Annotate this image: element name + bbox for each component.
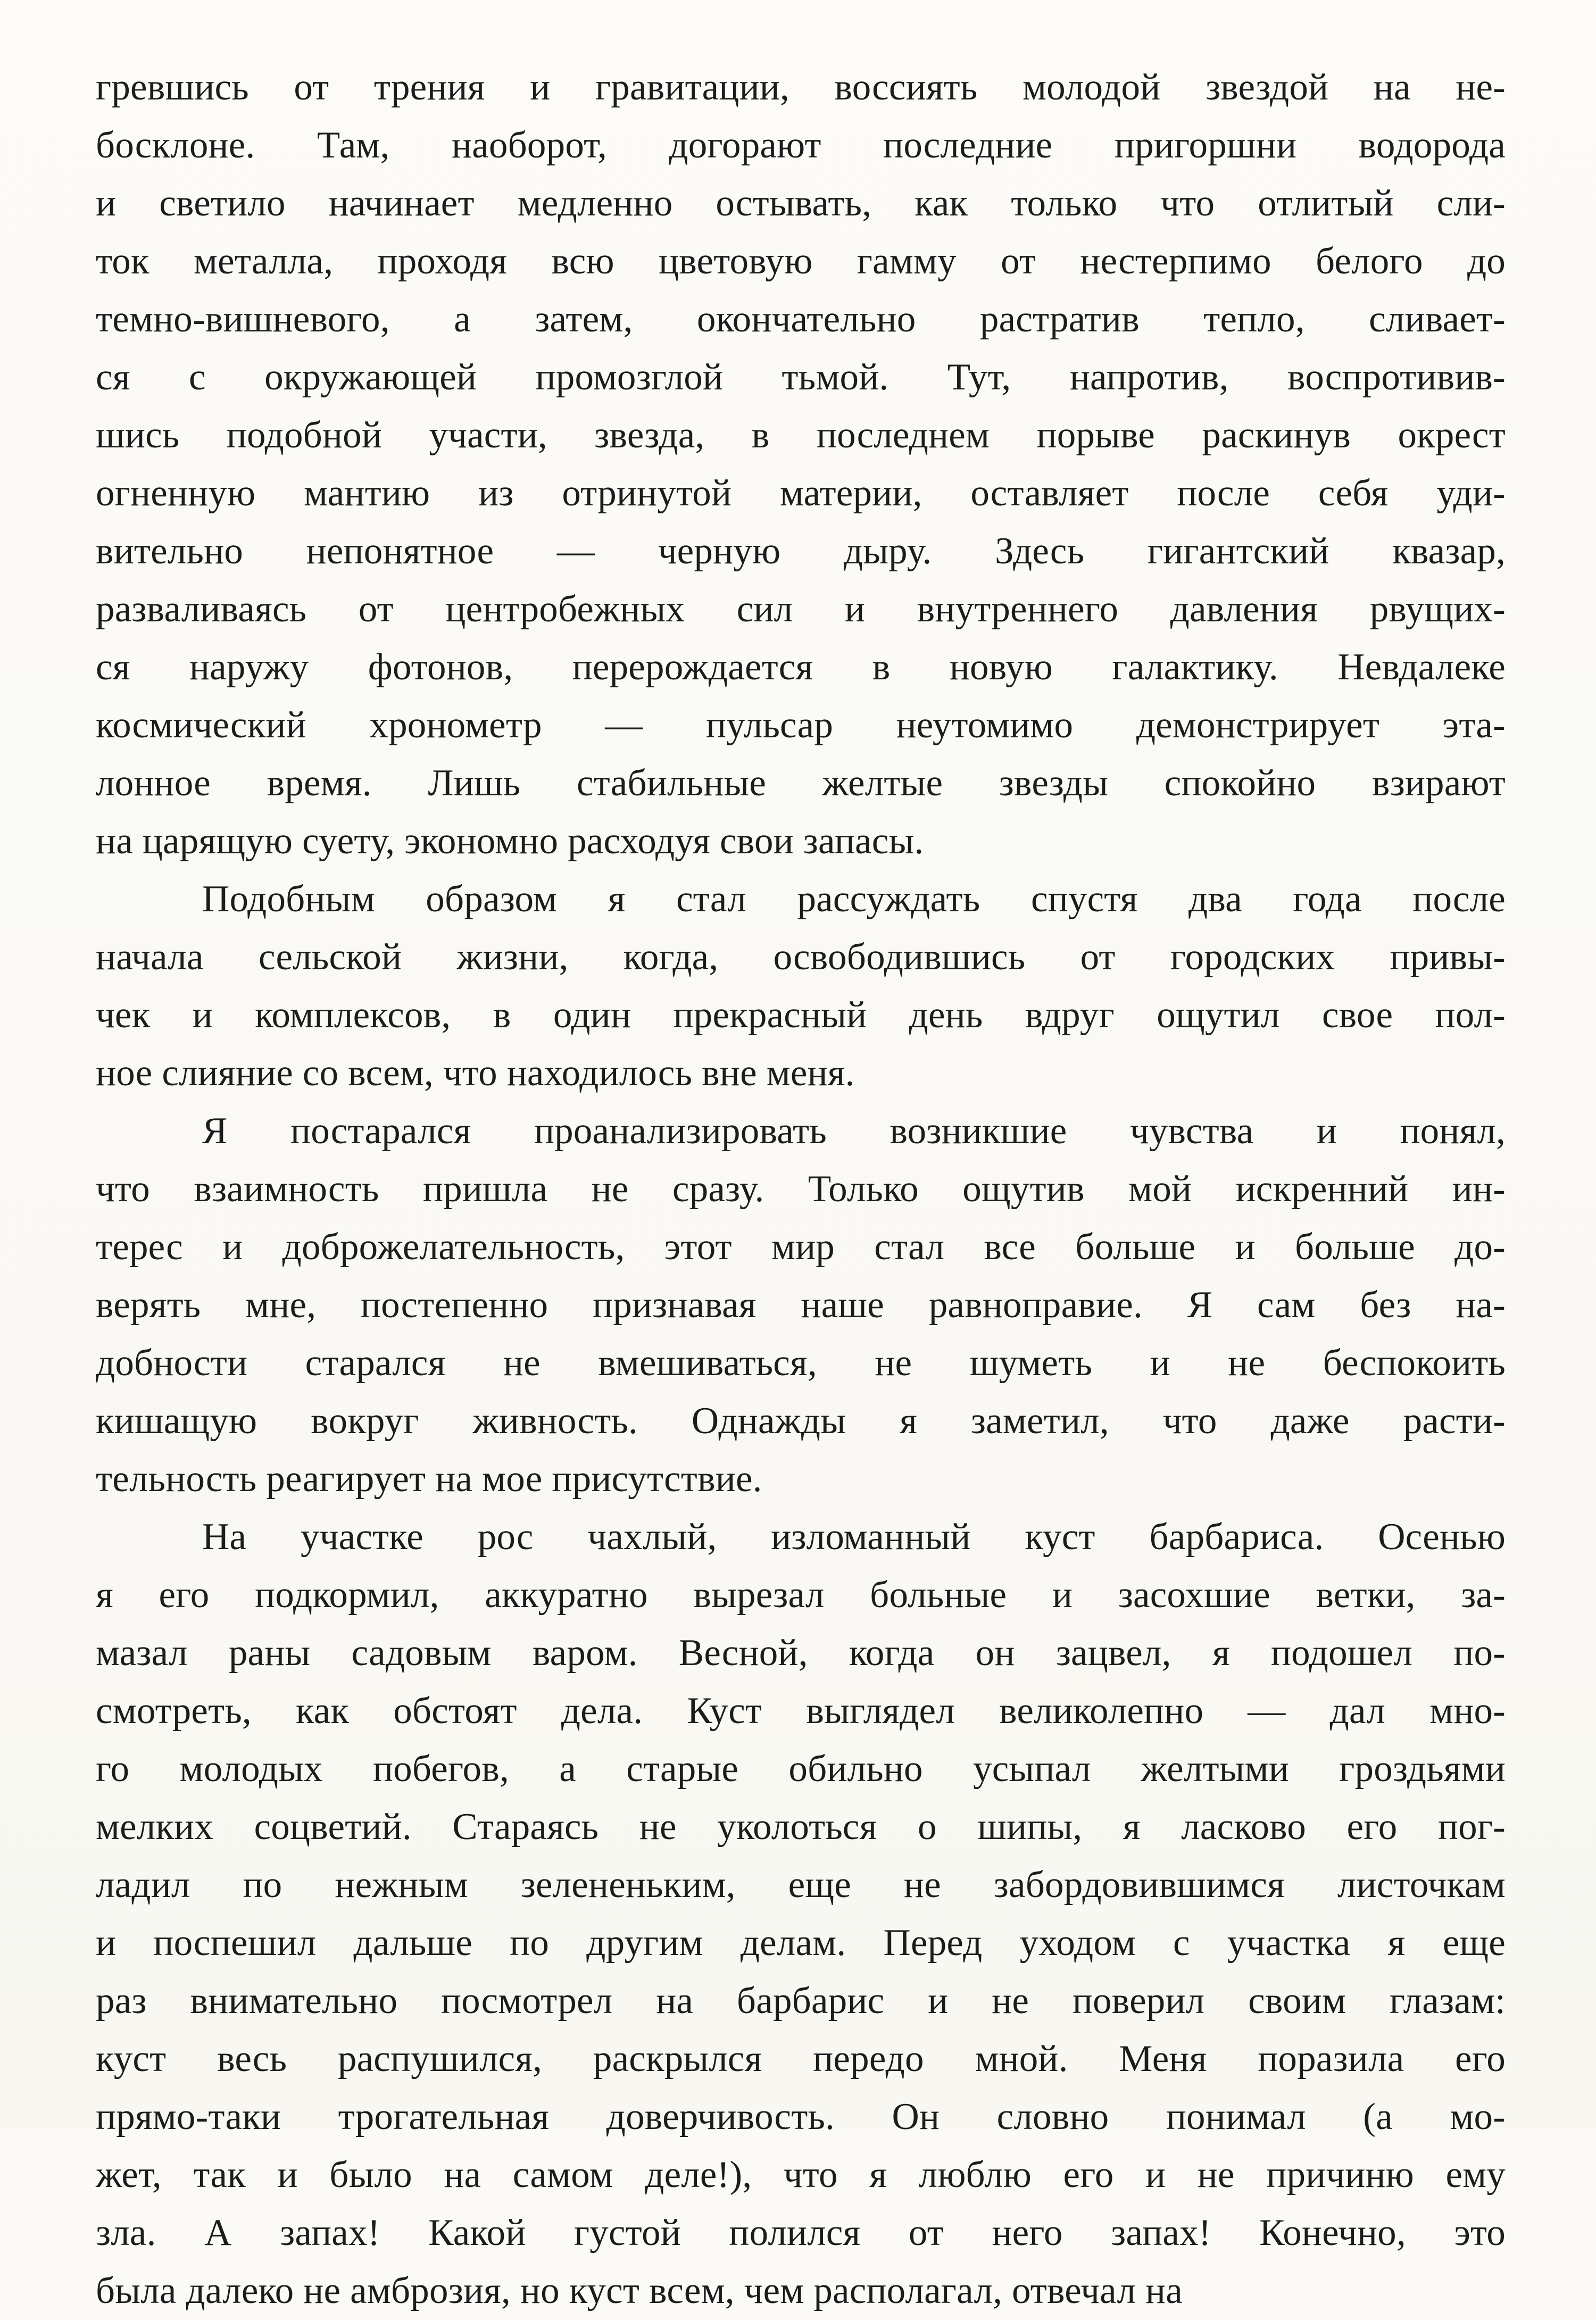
text-line: огненную мантию из отринутой материи, оставляет после себя уди- (96, 472, 1506, 514)
text-line: начала сельской жизни, когда, освободившись от городских привы- (96, 936, 1506, 978)
text-line: гревшись от трения и гравитации, воссиять молодой звездой на не- (96, 66, 1506, 108)
text-line: на царящую суету, экономно расходуя свои запасы. (96, 820, 924, 862)
text-line: разваливаясь от центробежных сил и внутреннего давления рвущих- (96, 588, 1506, 630)
text-line: верять мне, постепенно признавая наше равноправие. Я сам без на- (96, 1284, 1506, 1326)
text-line: ся с окружающей промозглой тьмой. Тут, напротив, воспротивив- (96, 356, 1506, 398)
text-line: Подобным образом я стал рассуждать спустя два года после (202, 878, 1506, 920)
text-line: кишащую вокруг живность. Однажды я заметил, что даже расти- (96, 1400, 1506, 1442)
text-line: Я постарался проанализировать возникшие чувства и понял, (202, 1110, 1506, 1152)
text-line: чек и комплексов, в один прекрасный день вдруг ощутил свое пол- (96, 994, 1506, 1036)
text-line: смотреть, как обстоят дела. Куст выглядел великолепно — дал мно- (96, 1690, 1506, 1732)
paragraph (96, 1508, 1506, 2320)
text-line: я его подкормил, аккуратно вырезал больные и засохшие ветки, за- (96, 1574, 1506, 1616)
text-line: была далеко не амброзия, но куст всем, чем располагал, отвечал на (96, 2270, 1183, 2311)
text-line: босклоне. Там, наоборот, догорают последние пригоршни водорода (96, 124, 1506, 166)
text-line: лонное время. Лишь стабильные желтые звезды спокойно взирают (96, 762, 1506, 804)
text-line: раз внимательно посмотрел на барбарис и не поверил своим глазам: (96, 1980, 1506, 2022)
text-line: темно-вишневого, а затем, окончательно растратив тепло, сливает- (96, 298, 1506, 340)
text-line: мелких соцветий. Стараясь не уколоться о шипы, я ласково его пог- (96, 1806, 1506, 1848)
text-line: ся наружу фотонов, перерождается в новую галактику. Невдалеке (96, 646, 1506, 688)
text-line: и светило начинает медленно остывать, как только что отлитый сли- (96, 182, 1506, 224)
paragraph (96, 870, 1506, 1102)
text-line: и поспешил дальше по другим делам. Перед уходом с участка я еще (96, 1922, 1506, 1964)
text-line: ток металла, проходя всю цветовую гамму от нестерпимо белого до (96, 240, 1506, 282)
text-line: ное слияние со всем, что находилось вне меня. (96, 1052, 855, 1094)
text-line: вительно непонятное — черную дыру. Здесь гигантский квазар, (96, 530, 1506, 572)
text-line: куст весь распушился, раскрылся передо мной. Меня поразила его (96, 2038, 1506, 2080)
text-line: го молодых побегов, а старые обильно усыпал желтыми гроздьями (96, 1748, 1506, 1790)
text-line: зла. А запах! Какой густой полился от него запах! Конечно, это (96, 2212, 1506, 2254)
paragraph (96, 1102, 1506, 1508)
body-text (96, 59, 1506, 2320)
text-line: ладил по нежным зелененьким, еще не забордовившимся листочкам (96, 1864, 1506, 1906)
text-line: На участке рос чахлый, изломанный куст барбариса. Осенью (202, 1516, 1506, 1558)
text-line: терес и доброжелательность, этот мир стал все больше и больше до- (96, 1226, 1506, 1268)
text-line: тельность реагирует на мое присутствие. (96, 1458, 762, 1500)
paragraph (96, 59, 1506, 870)
text-line: мазал раны садовым варом. Весной, когда он зацвел, я подошел по- (96, 1632, 1506, 1674)
text-line: космический хронометр — пульсар неутомимо демонстрирует эта- (96, 704, 1506, 746)
text-line: добности старался не вмешиваться, не шуметь и не беспокоить (96, 1342, 1506, 1384)
text-line: шись подобной участи, звезда, в последнем порыве раскинув окрест (96, 414, 1506, 456)
text-line: что взаимность пришла не сразу. Только ощутив мой искренний ин- (96, 1168, 1506, 1210)
text-line: жет, так и было на самом деле!), что я люблю его и не причиню ему (96, 2154, 1506, 2196)
text-line: прямо-таки трогательная доверчивость. Он словно понимал (а мо- (96, 2096, 1506, 2138)
